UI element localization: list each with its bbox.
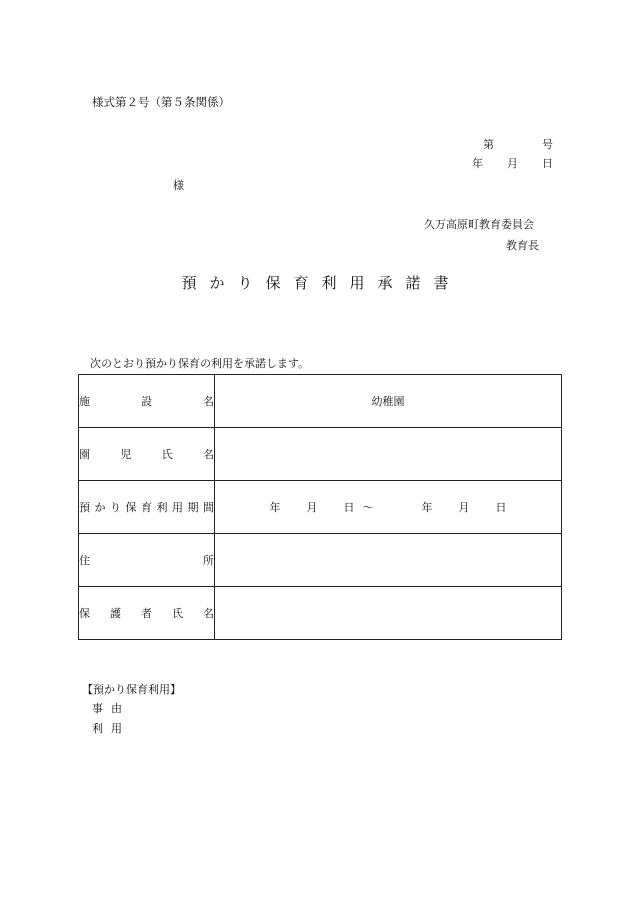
label-char: 所 — [203, 554, 214, 567]
label-char: 間 — [203, 501, 214, 514]
label-char: 用 — [172, 501, 183, 514]
reason-item: 事由 — [92, 702, 130, 715]
label-char: 名 — [202, 448, 214, 461]
table-row-facility — [79, 375, 562, 428]
label-char: り — [110, 501, 121, 514]
period-end-month: 月 — [458, 501, 470, 514]
address-label — [79, 534, 215, 587]
period-end-day: 日 — [495, 501, 507, 514]
label-char: 氏 — [161, 448, 173, 461]
facility-label — [79, 375, 215, 428]
label-char: 育 — [141, 501, 152, 514]
child-name-value[interactable] — [215, 428, 562, 481]
label-char: 施 — [79, 395, 90, 408]
label-char: 利 — [156, 501, 168, 514]
document-title: 預かり保育利用承諾書 — [181, 274, 462, 292]
label-char: か — [94, 501, 106, 514]
label-char: 名 — [203, 607, 214, 620]
facility-value[interactable]: 幼稚園 — [215, 375, 562, 428]
label-char: 保 — [125, 501, 137, 514]
document-number-suffix: 号 — [542, 138, 553, 151]
address-value[interactable] — [215, 534, 562, 587]
addressee-honorific: 様 — [173, 179, 184, 192]
intro-statement: 次のとおり預かり保育の利用を承諾します。 — [90, 357, 310, 370]
usage-section-heading: 【預かり保育利用】 — [82, 683, 181, 696]
label-char: 預 — [79, 501, 90, 514]
period-separator: ～ — [362, 501, 374, 514]
table-row-guardian-name — [79, 587, 562, 640]
date-month-label: 月 — [507, 157, 518, 170]
label-char: 者 — [141, 607, 152, 620]
label-char: 名 — [203, 395, 214, 408]
label-char: 住 — [79, 554, 90, 567]
child-name-label — [79, 428, 215, 481]
label-char: 保 — [79, 607, 90, 620]
table-row-child-name — [79, 428, 562, 481]
usage-period-label — [79, 481, 215, 534]
period-start-year: 年 — [269, 501, 281, 514]
period-end-year: 年 — [421, 501, 433, 514]
label-char: 園 — [79, 448, 90, 461]
label-char: 設 — [141, 395, 152, 408]
approval-form-table — [78, 374, 562, 640]
label-char: 氏 — [172, 607, 183, 620]
date-year-label: 年 — [472, 157, 483, 170]
form-identifier: 様式第２号（第５条関係） — [92, 95, 230, 109]
usage-period-value[interactable] — [215, 481, 562, 534]
date-day-label: 日 — [542, 157, 553, 170]
period-start-day: 日 — [343, 501, 355, 514]
period-start-month: 月 — [306, 501, 318, 514]
issuer-title: 教育長 — [506, 239, 539, 252]
issuer-organization: 久万高原町教育委員会 — [424, 218, 534, 231]
guardian-name-value[interactable] — [215, 587, 562, 640]
label-char: 護 — [110, 607, 121, 620]
usage-item: 利用 — [92, 722, 130, 735]
label-char: 児 — [120, 448, 132, 461]
table-row-usage-period — [79, 481, 562, 534]
table-row-address — [79, 534, 562, 587]
guardian-name-label — [79, 587, 215, 640]
document-number-label: 第 — [483, 138, 494, 151]
label-char: 期 — [187, 501, 199, 514]
